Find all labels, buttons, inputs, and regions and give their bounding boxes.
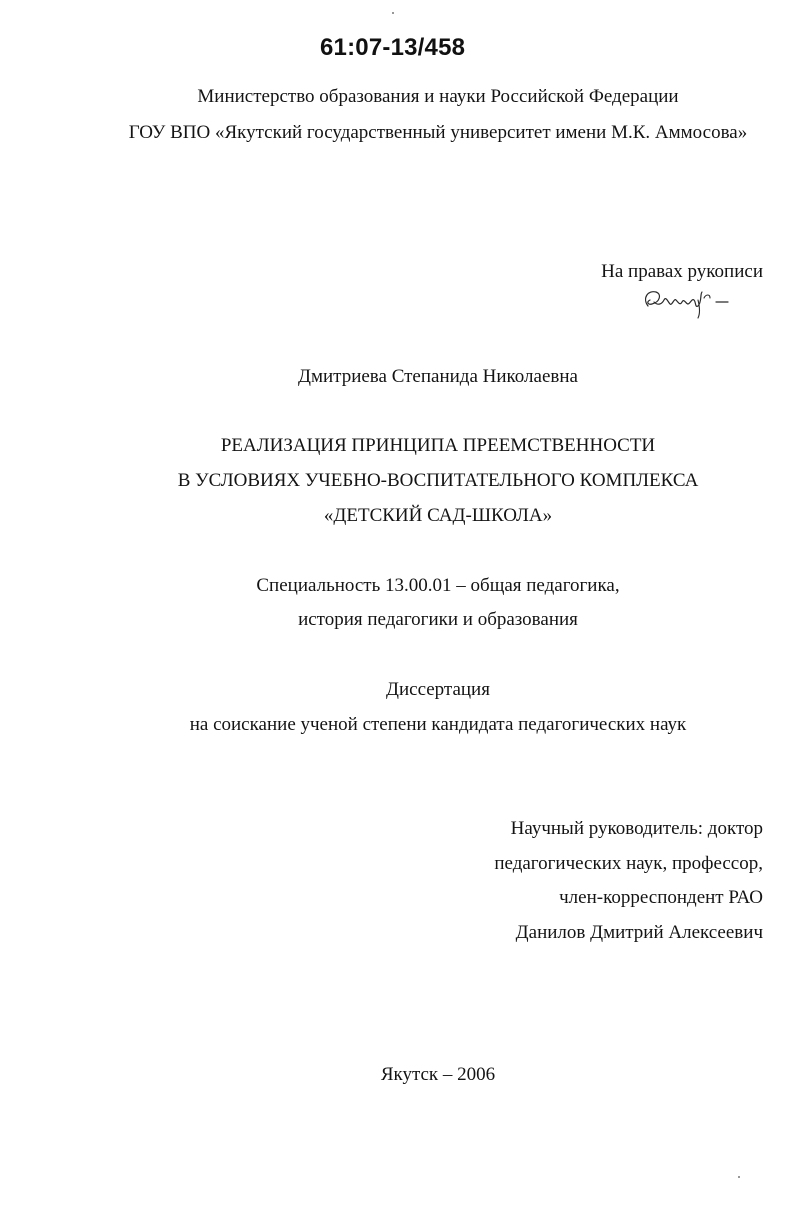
degree-line-2: на соискание ученой степени кандидата педагогических наук bbox=[189, 714, 687, 735]
supervisor-line-3: член-корреспондент РАО bbox=[559, 887, 763, 908]
degree-line-1: Диссертация bbox=[386, 679, 490, 700]
ministry-line: Министерство образования и науки Российской Федерации bbox=[197, 86, 679, 107]
thesis-title-line-1: РЕАЛИЗАЦИЯ ПРИНЦИПА ПРЕЕМСТВЕННОСТИ bbox=[220, 435, 656, 456]
thesis-title-line-3: «ДЕТСКИЙ САД-ШКОЛА» bbox=[323, 505, 553, 526]
scan-speck bbox=[392, 12, 394, 14]
supervisor-line-4: Данилов Дмитрий Алексеевич bbox=[515, 922, 763, 943]
handwritten-signature bbox=[640, 284, 732, 320]
scan-speck bbox=[738, 1176, 740, 1178]
supervisor-line-1: Научный руководитель: доктор bbox=[510, 818, 763, 839]
city-year: Якутск – 2006 bbox=[380, 1064, 496, 1085]
manuscript-note: На правах рукописи bbox=[601, 261, 763, 282]
author-name: Дмитриева Степанида Николаевна bbox=[298, 366, 578, 387]
university-line: ГОУ ВПО «Якутский государственный университет имени М.К. Аммосова» bbox=[128, 122, 748, 143]
supervisor-line-2: педагогических наук, профессор, bbox=[494, 853, 763, 874]
thesis-title-line-2: В УСЛОВИЯХ УЧЕБНО-ВОСПИТАТЕЛЬНОГО КОМПЛЕКСА bbox=[177, 470, 699, 491]
archive-stamp-number: 61:07-13/458 bbox=[320, 34, 466, 61]
specialty-line-1: Специальность 13.00.01 – общая педагогика, bbox=[256, 575, 620, 596]
specialty-line-2: история педагогики и образования bbox=[298, 609, 578, 630]
